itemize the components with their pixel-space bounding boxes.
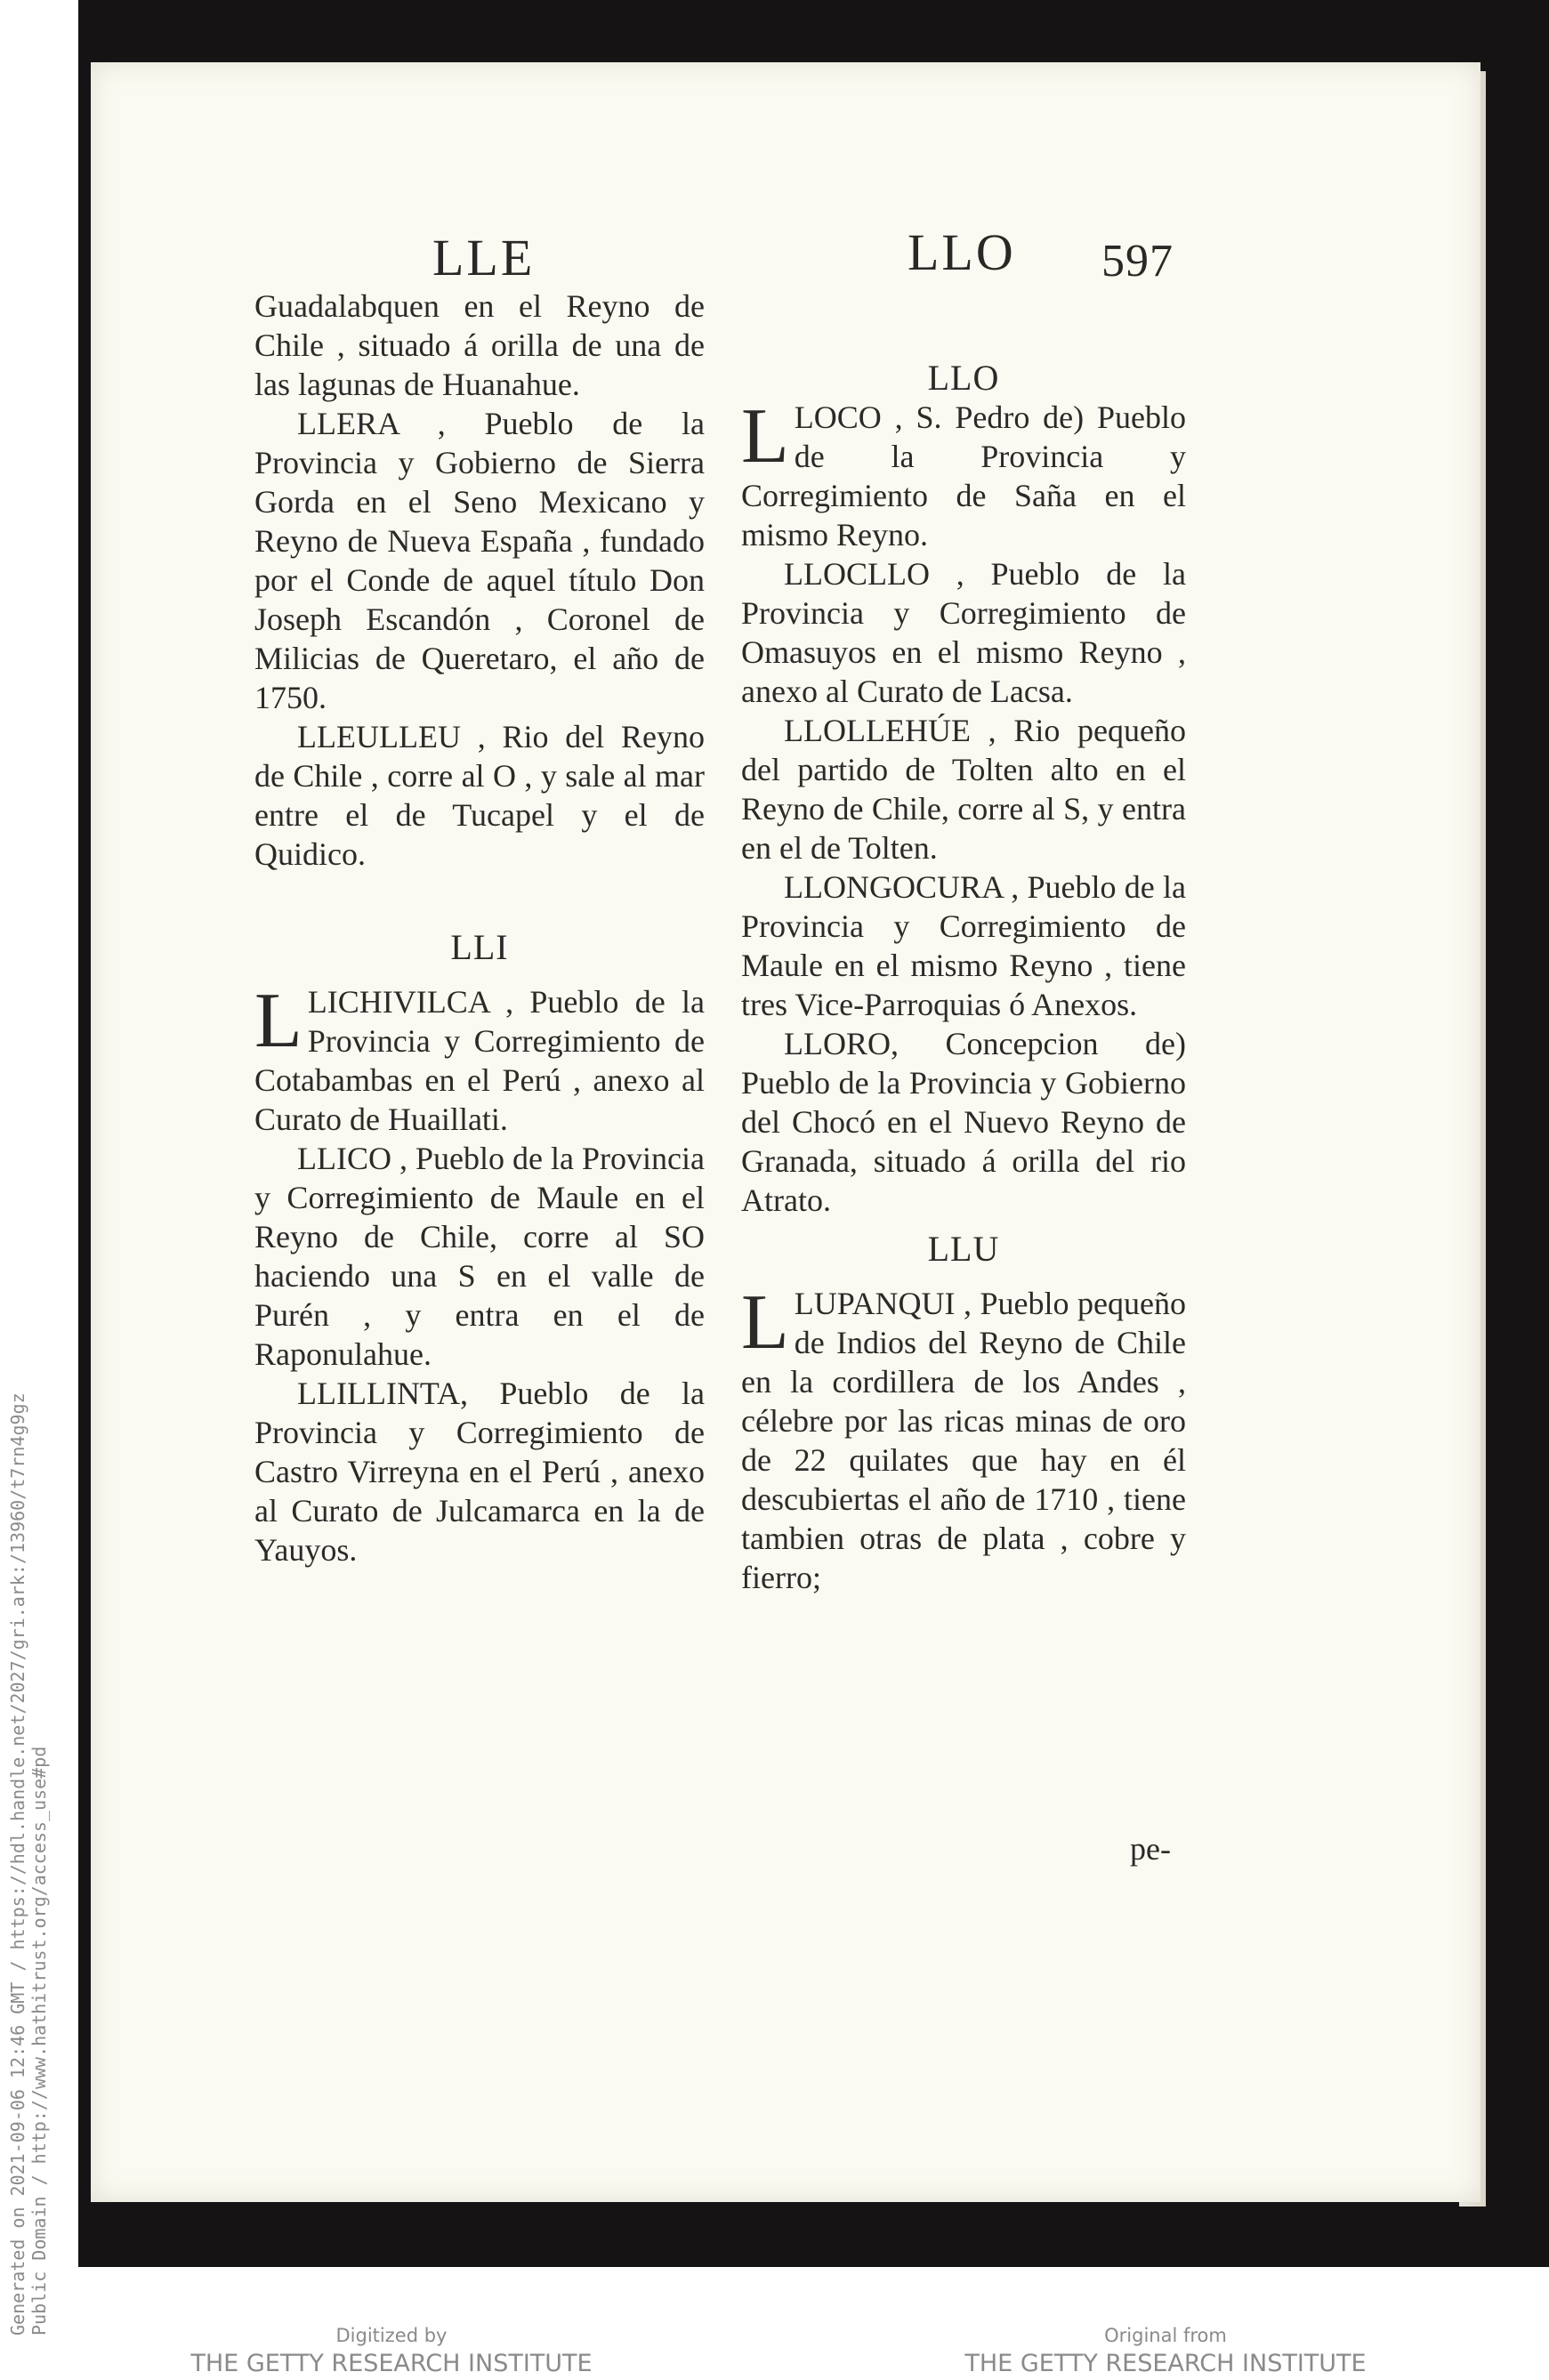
drop-cap: L [741, 1279, 789, 1366]
running-head-left: LLE [432, 229, 536, 286]
running-head-right: LLO [908, 223, 1016, 281]
footer-original-from [934, 2325, 1397, 2377]
entry-lloro: LLORO, Concepcion de) Pueblo de la Provincia y Gobierno del Chocó en el Nuevo Reyno de Granada, situado á orilla del rio Atrato. [741, 1026, 1186, 1218]
entry-llichivilca [254, 978, 705, 1139]
page-number: 597 [1101, 236, 1174, 286]
footer-digitized-by [160, 2325, 623, 2377]
entry-llico: LLICO , Pueblo de la Provincia y Corregimiento de Maule en el Reyno de Chile, corre al SO haciendo una S en el valle de Purén , y entra en el de Raponulahue. [254, 1141, 705, 1372]
entry-llupanqui-text: LUPANQUI , Pueblo pequeño de Indios del Reyno de Chile en la cordillera de los Andes , célebre por las ricas minas de oro de 22 quilates que hay en él descubiertas el año de 1710 , tiene tambien otras de plata , cobre y fierro; [741, 1286, 1186, 1595]
entry-llera: LLERA , Pueblo de la Provincia y Gobierno de Sierra Gorda en el Seno Mexicano y Reyno de Nueva España , fundado por el Conde de aquel título Don Joseph Escandón , Coronel de Milicias de Queretaro, el año de 1750. [254, 406, 705, 715]
catchword: pe- [1130, 1831, 1171, 1867]
section-heading-llu: LLU [927, 1229, 1000, 1269]
margin-stamp-line-2: Public Domain / http://www.hathitrust.org/access_use#pd [28, 1746, 50, 2336]
entry-guadalabquen: Guadalabquen en el Reyno de Chile , situado á orilla de una de las lagunas de Huanahue. [254, 288, 705, 402]
margin-stamp [7, 1392, 50, 2336]
entry-llocllo: LLOCLLO , Pueblo de la Provincia y Corregimiento de Omasuyos en el mismo Reyno , anexo al Curato de Lacsa. [741, 556, 1186, 709]
entry-llongocura: LLONGOCURA , Pueblo de la Provincia y Corregimiento de Maule en el mismo Reyno , tiene tres Vice-Parroquias ó Anexos. [741, 869, 1186, 1022]
section-heading-lli: LLI [450, 927, 509, 967]
drop-cap: L [254, 978, 303, 1064]
footer-digitized-label: Digitized by [335, 2325, 448, 2346]
section-heading-llo: LLO [927, 358, 1000, 398]
entry-lloco [741, 393, 1186, 554]
margin-stamp-line-1: Generated on 2021-09-06 12:46 GMT / https://hdl.handle.net/2027/gri.ark:/13960/t7rn4g9gz [7, 1392, 28, 2336]
entry-llollehue: LLOLLEHÚE , Rio pequeño del partido de Tolten alto en el Reyno de Chile, corre al S, y entra en el de Tolten. [741, 713, 1186, 866]
left-column [254, 286, 705, 1569]
entry-llupanqui [741, 1279, 1186, 1597]
drop-cap: L [741, 393, 789, 480]
entry-lleulleu: LLEULLEU , Rio del Reyno de Chile , corre al O , y sale al mar entre el de Tucapel y el de Quidico. [254, 719, 705, 872]
footer-original-label: Original from [1104, 2325, 1227, 2346]
entry-llillinta: LLILLINTA, Pueblo de la Provincia y Corregimiento de Castro Virreyna en el Perú , anexo al Curato de Julcamarca en la de Yauyos. [254, 1376, 705, 1568]
right-column [741, 393, 1186, 1597]
entry-lloco-text: LOCO , S. Pedro de) Pueblo de la Provincia y Corregimiento de Saña en el mismo Reyno. [741, 399, 1186, 553]
footer-digitized-institution: THE GETTY RESEARCH INSTITUTE [190, 2350, 593, 2377]
footer-original-institution: THE GETTY RESEARCH INSTITUTE [964, 2350, 1367, 2377]
entry-llichivilca-text: LICHIVILCA , Pueblo de la Provincia y Corregimiento de Cotabambas en el Perú , anexo al Curato de Huaillati. [254, 984, 705, 1137]
